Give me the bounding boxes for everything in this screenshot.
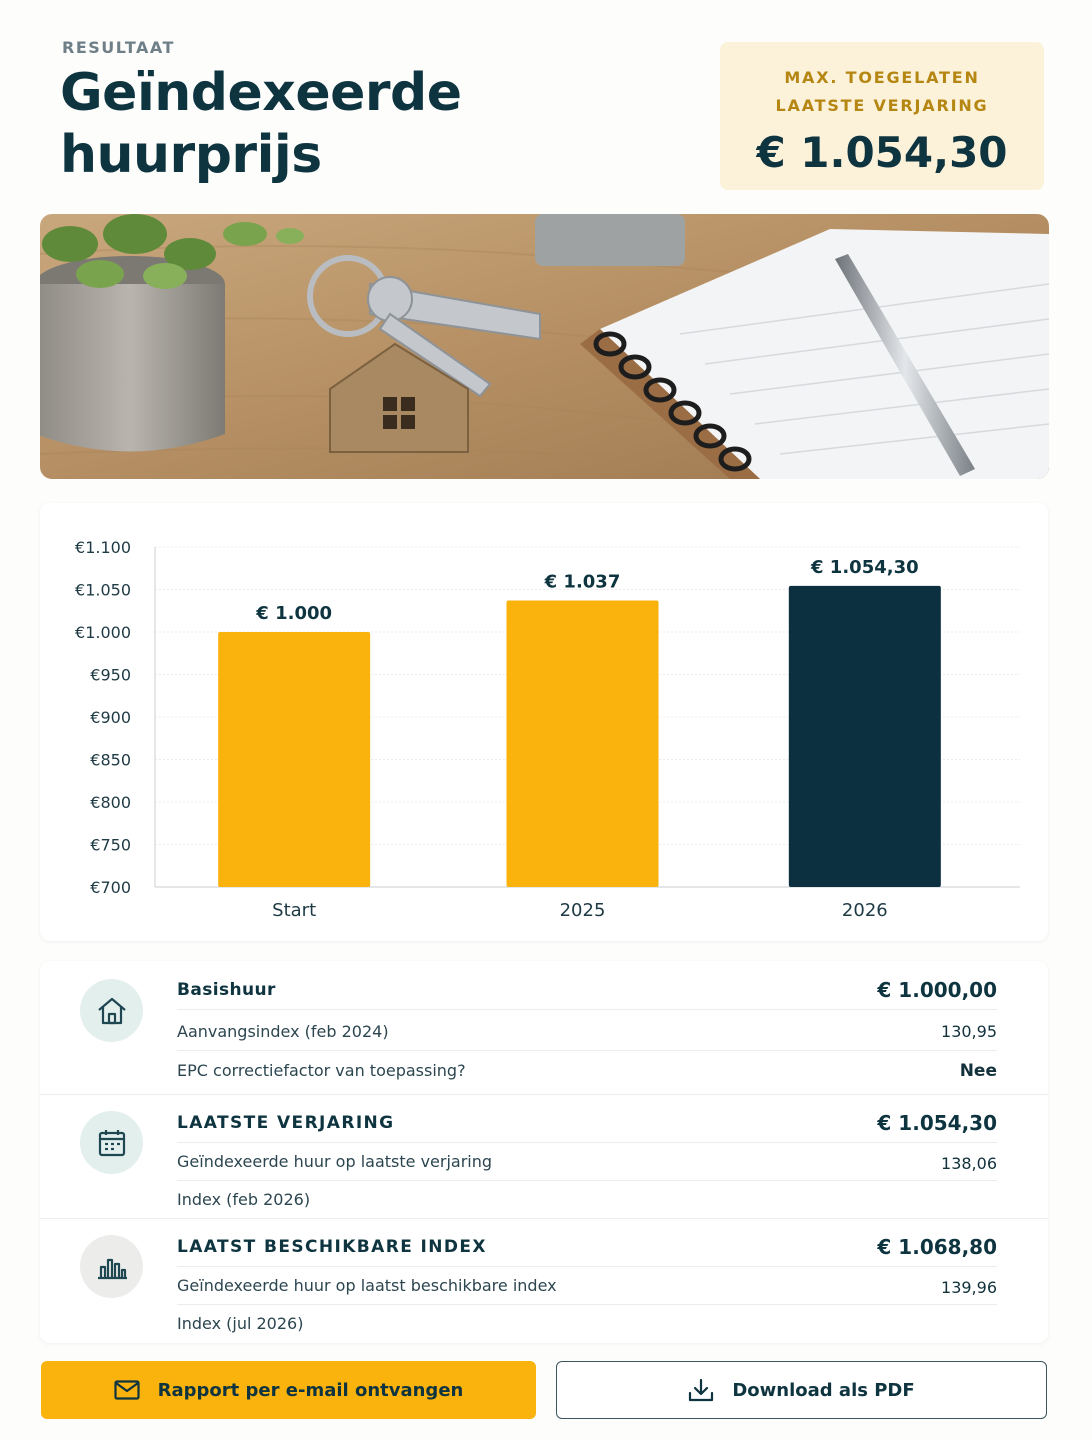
hero-photo	[40, 214, 1049, 479]
base-rent-title: Basishuur	[177, 980, 276, 1000]
indexed-rent-latest-value: 139,96	[941, 1277, 997, 1297]
section-base-rent	[40, 961, 1048, 1094]
email-report-label: Rapport per e-mail ontvangen	[157, 1379, 464, 1401]
eyebrow-label: RESULTAAT	[62, 38, 175, 57]
y-tick-label: €850	[90, 750, 131, 770]
hero-photo-illustration	[40, 214, 1049, 479]
latest-index-row	[177, 1228, 997, 1267]
last-anniversary-title: LAATSTE VERJARING	[177, 1113, 395, 1133]
epc-row	[177, 1051, 997, 1090]
base-rent-row	[177, 971, 997, 1010]
max-rent-label-line-2: LAATSTE VERJARING	[775, 96, 989, 115]
start-index-row	[177, 1012, 997, 1051]
download-pdf-label: Download als PDF	[732, 1379, 915, 1401]
email-report-button[interactable]	[41, 1361, 536, 1419]
index-feb-2026-label: Index (feb 2026)	[177, 1190, 311, 1209]
indexed-rent-anniversary-label: Geïndexeerde huur op laatste verjaring	[177, 1151, 493, 1171]
max-rent-label-line-1: MAX. TOEGELATEN	[784, 68, 980, 87]
x-tick-label: 2026	[841, 900, 888, 921]
x-tick-label: 2025	[559, 900, 606, 921]
section-latest-index	[40, 1218, 1048, 1343]
y-tick-label: €1.000	[75, 623, 131, 642]
mail-icon	[114, 1380, 140, 1400]
indexed-rent-latest-label: Geïndexeerde huur op laatst beschikbare index	[177, 1275, 557, 1295]
x-axis-labels	[272, 900, 888, 921]
page-title: Geïndexeerde huurprijs	[60, 63, 462, 185]
start-index-value: 130,95	[941, 1021, 997, 1041]
rent-chart-card	[40, 503, 1048, 941]
calendar-icon	[80, 1111, 143, 1174]
y-tick-label: €1.100	[75, 538, 131, 557]
last-anniversary-row	[177, 1104, 997, 1143]
max-rent-card	[720, 42, 1044, 190]
bar-2025	[507, 601, 659, 887]
y-tick-label: €1.050	[75, 580, 131, 600]
base-rent-value: € 1.000,00	[877, 978, 997, 1002]
max-rent-value: € 1.054,30	[756, 128, 1008, 177]
chart-bars	[218, 586, 941, 887]
x-tick-label: Start	[272, 900, 317, 921]
latest-index-title: LAATST BESCHIKBARE INDEX	[177, 1237, 487, 1257]
house-icon	[80, 979, 143, 1042]
y-axis-ticks	[75, 538, 131, 897]
indexed-rent-anniversary-row	[177, 1142, 997, 1181]
bar-chart-icon	[80, 1235, 143, 1298]
index-jul-2026-label: Index (jul 2026)	[177, 1314, 304, 1333]
max-rent-label	[720, 64, 1044, 120]
data-label: € 1.037	[544, 571, 621, 593]
y-tick-label: €900	[90, 708, 131, 727]
download-icon	[688, 1378, 714, 1402]
section-last-anniversary	[40, 1094, 1048, 1218]
data-label: € 1.000	[256, 603, 333, 624]
bar-start	[218, 632, 370, 887]
index-feb-2026-row	[177, 1180, 997, 1219]
indexed-rent-anniversary-value: 138,06	[941, 1153, 997, 1173]
y-tick-label: €800	[90, 793, 131, 812]
details-card	[40, 961, 1048, 1343]
index-jul-2026-row	[177, 1304, 997, 1343]
y-tick-label: €750	[90, 835, 131, 855]
bar-2026	[789, 586, 941, 887]
y-tick-label: €700	[90, 878, 131, 897]
epc-value: Nee	[959, 1060, 997, 1081]
y-tick-label: €950	[90, 665, 131, 685]
epc-label: EPC correctiefactor van toepassing?	[177, 1061, 466, 1080]
indexed-rent-latest-row	[177, 1266, 997, 1305]
rent-bar-chart	[40, 503, 1048, 941]
last-anniversary-value: € 1.054,30	[877, 1111, 997, 1135]
latest-index-value: € 1.068,80	[877, 1235, 997, 1259]
download-pdf-button[interactable]	[556, 1361, 1047, 1419]
data-label: € 1.054,30	[811, 556, 919, 578]
start-index-label: Aanvangsindex (feb 2024)	[177, 1021, 389, 1041]
